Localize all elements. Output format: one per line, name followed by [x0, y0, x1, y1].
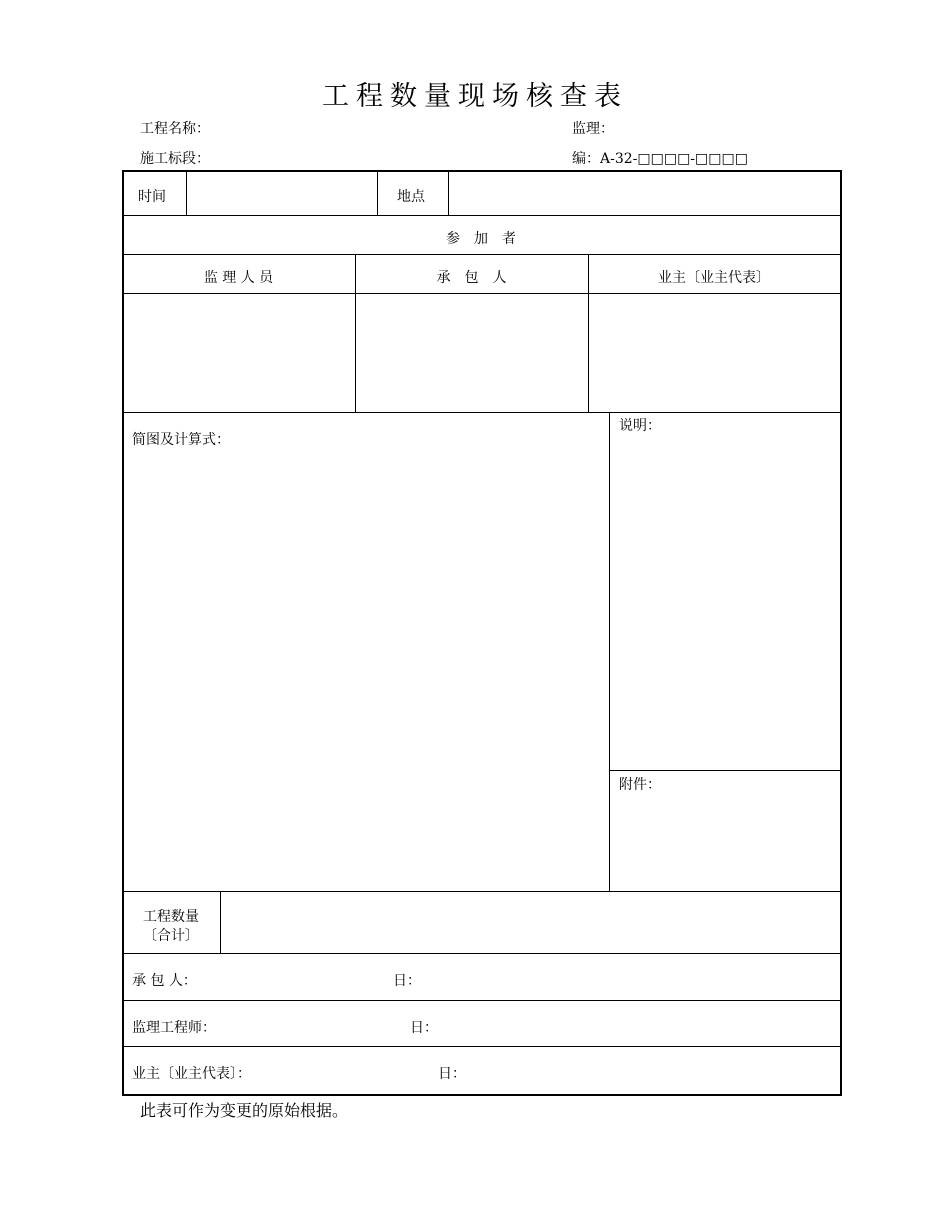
quantity-label: 工程数量	[143, 909, 199, 925]
form-code	[572, 148, 748, 168]
project-name-label: 工程名称：	[140, 121, 210, 137]
owner-signature-box[interactable]	[590, 295, 838, 411]
supervision-label: 监理：	[572, 121, 614, 137]
owner-sign-label: 业主〔业主代表〕：	[132, 1066, 251, 1082]
code-label: 编：	[572, 151, 600, 167]
time-label: 时间	[138, 189, 166, 205]
footnote: 此表可作为变更的原始根据。	[140, 1101, 349, 1120]
participants-heading: 参 加 者	[446, 231, 516, 247]
row-divider	[122, 254, 840, 255]
column-divider	[609, 412, 610, 891]
supervisor-column-header: 监 理 人 员	[203, 270, 274, 286]
notes-label: 说明：	[619, 418, 661, 434]
place-label: 地点	[397, 189, 425, 205]
row-divider	[122, 1046, 840, 1047]
column-divider	[448, 170, 449, 215]
row-divider	[122, 1000, 840, 1001]
row-divider	[609, 770, 840, 771]
notes-area[interactable]	[611, 436, 838, 769]
row-divider	[122, 891, 840, 892]
quantity-label-total: 〔合计〕	[143, 928, 199, 944]
column-divider	[186, 170, 187, 215]
contractor-sign-label: 承 包 人：	[132, 973, 197, 989]
row-divider	[122, 412, 840, 413]
owner-date-label: 日：	[438, 1066, 466, 1082]
sketch-area[interactable]	[124, 450, 608, 890]
column-divider	[377, 170, 378, 215]
row-divider	[122, 953, 840, 954]
column-divider	[220, 891, 221, 953]
contractor-date-label: 日：	[393, 973, 421, 989]
code-value: A-32-□□□□-□□□□	[600, 151, 748, 167]
row-divider	[122, 293, 840, 294]
owner-column-header: 业主〔业主代表〕	[658, 270, 770, 286]
row-divider	[122, 215, 840, 216]
section-label: 施工标段：	[140, 151, 210, 167]
attachments-area[interactable]	[611, 795, 838, 890]
attachments-label: 附件：	[619, 777, 661, 793]
contractor-column-header: 承 包 人	[436, 270, 507, 286]
form-title: 工程数量现场核查表	[322, 81, 628, 112]
supervisor-signature-box[interactable]	[124, 295, 354, 411]
sketch-label: 简图及计算式：	[132, 432, 230, 448]
contractor-signature-box[interactable]	[357, 295, 587, 411]
engineer-date-label: 日：	[410, 1020, 438, 1036]
engineer-sign-label: 监理工程师：	[132, 1020, 216, 1036]
